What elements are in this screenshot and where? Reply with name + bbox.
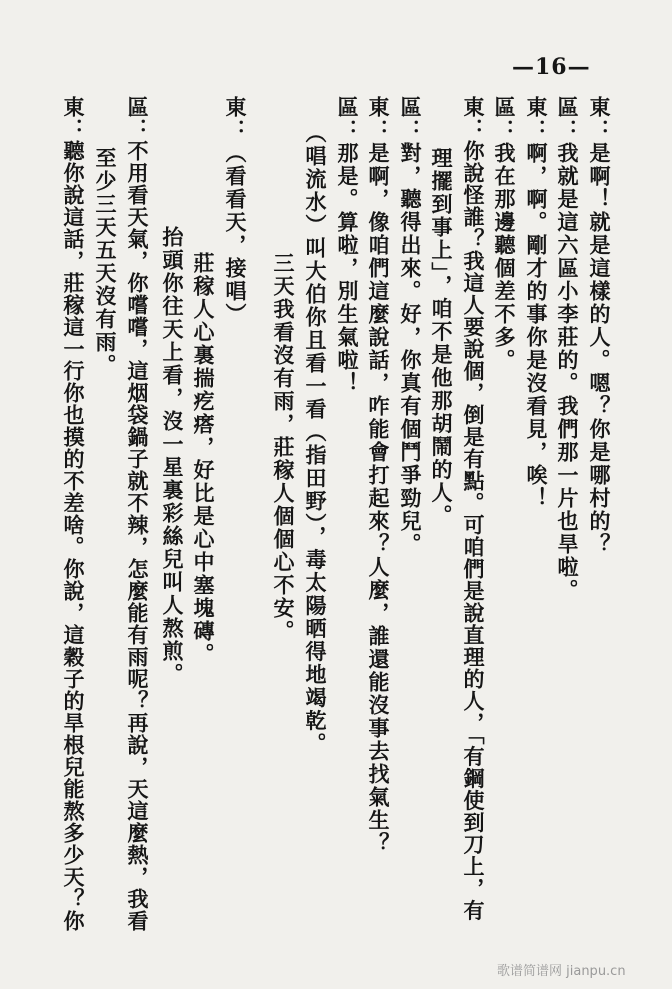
text-column-15: 區：不用看天氣，你嚐嚐，這烟袋鍋子就不辣，怎麼能有雨呢？再說，天這麼熱，我看 xyxy=(125,96,150,932)
text-column-17: 東：聽你說這話，莊稼這一行你也摸的不差啥。你說，這穀子的旱根兒能熬多少天？你 xyxy=(61,96,86,932)
text-column-13: 莊稼人心裏揣疙瘩，好比是心中塞塊磚。 xyxy=(191,252,216,666)
text-column-2: 區：我就是這六區小李莊的。我們那一片也旱啦。 xyxy=(555,96,580,602)
text-column-14: 抬頭你往天上看，沒一星裏彩絲兒叫人熬煎。 xyxy=(160,226,185,686)
text-column-8: 東：是啊，像咱們這麼說話，咋能會打起來？人麼，誰還能沒事去找氣生？ xyxy=(366,96,391,855)
text-column-10: （唱流水）叫大伯你且看一看（指田野），毒太陽晒得地竭乾。 xyxy=(303,122,328,756)
text-column-1: 東：是啊！就是這樣的人。嗯？你是哪村的？ xyxy=(587,96,612,556)
text-column-9: 區：那是。算啦，別生氣啦！ xyxy=(335,96,360,395)
text-column-16: 至少三天五天沒有雨。 xyxy=(93,147,118,377)
watermark-text: 歌谱简谱网 jianpu.cn xyxy=(497,964,626,979)
text-column-3: 東：啊，啊。剛才的事你是沒看見，唉！ xyxy=(524,96,549,510)
text-column-6: 理擺到事上」，咱不是他那胡鬧的人。 xyxy=(429,147,454,528)
text-column-4: 區：我在那邊聽個差不多。 xyxy=(492,96,517,372)
page-number: —16— xyxy=(512,54,591,80)
text-column-5: 東：你說怪誰？我這人要說個，倒是有點。可咱們是說直理的人，「有鋼使到刀上，有 xyxy=(461,96,486,922)
text-column-7: 區：對，聽得出來。好，你真有個鬥爭勁兒。 xyxy=(398,96,423,556)
text-column-12: 東：（看看天，接唱） xyxy=(223,96,248,326)
text-column-11: 三天我看沒有雨，莊稼人個個心不安。 xyxy=(271,252,296,643)
